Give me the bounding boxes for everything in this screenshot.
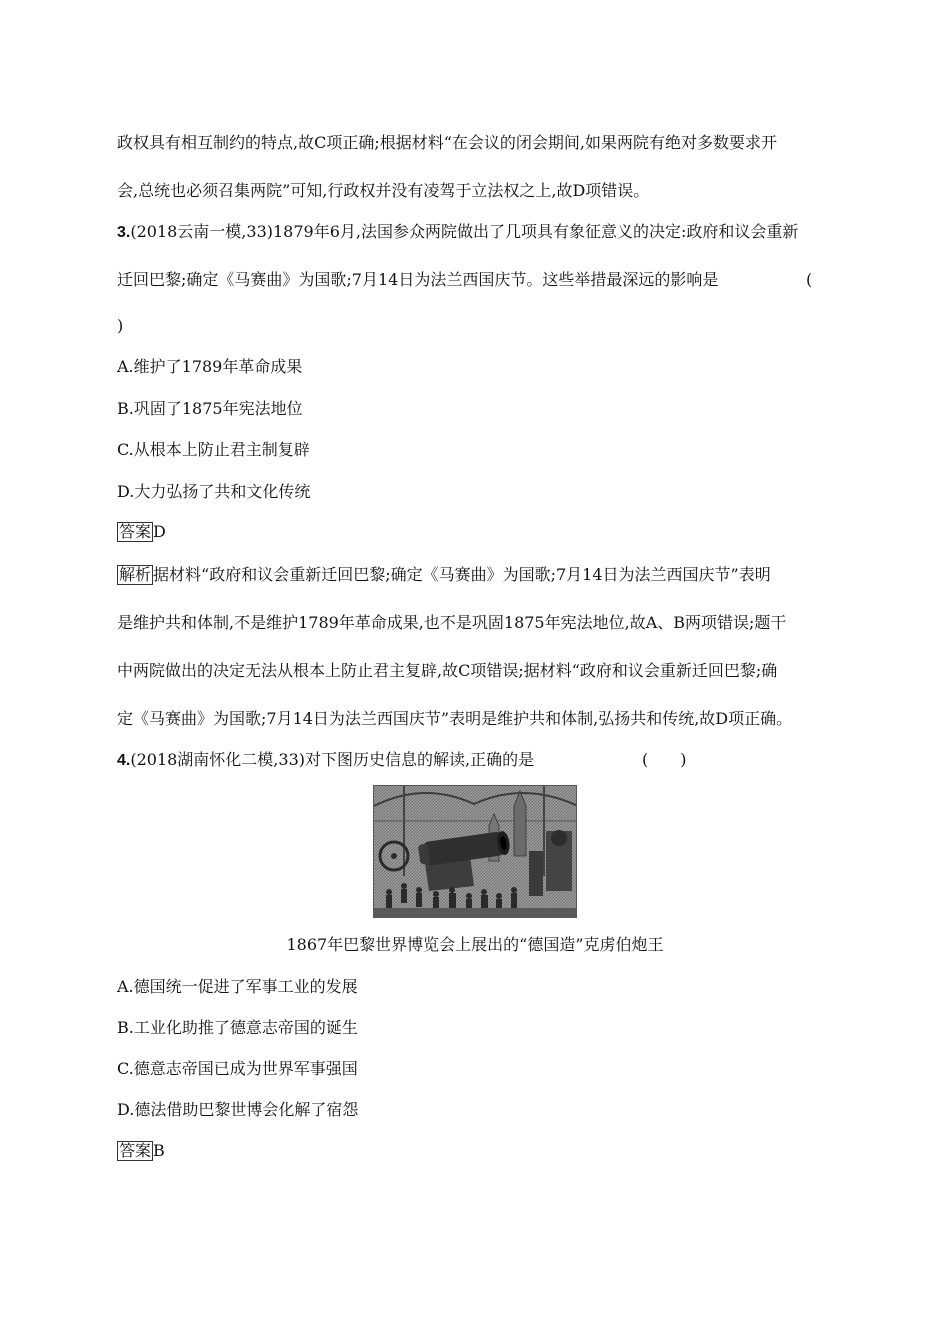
q4-answer-value: B: [153, 1141, 165, 1160]
figure-caption: 1867年巴黎世界博览会上展出的“德国造”克虏伯炮王: [286, 935, 664, 954]
q4-number: 4.: [117, 752, 131, 769]
prev-explanation-line-2: 会,总统也必须召集两院”可知,行政权并没有凌驾于立法权之上,故D项错误。: [117, 181, 650, 200]
q4-answer-row: [117, 1141, 165, 1161]
q4-answer-paren: ( ): [642, 750, 687, 769]
q3-analysis-text-1: 据材料“政府和议会重新迁回巴黎;确定《马赛曲》为国歌;7月14日为法兰西国庆节”表明: [153, 565, 771, 584]
q3-option-d: D.大力弘扬了共和文化传统: [117, 482, 311, 501]
engraving-illustration: [374, 786, 577, 918]
q4-stem-text: (2018湖南怀化二模,33)对下图历史信息的解读,正确的是: [130, 750, 535, 769]
q3-answer-paren-close: ): [117, 316, 124, 335]
q3-stem-line-2: 迁回巴黎;确定《马赛曲》为国歌;7月14日为法兰西国庆节。这些举措最深远的影响是: [117, 270, 719, 289]
q3-analysis-line-2: 是维护共和体制,不是维护1789年革命成果,也不是巩固1875年宪法地位,故A、B两项错误;题干: [117, 613, 787, 632]
answer-label-badge: 答案: [119, 1141, 152, 1160]
q3-option-c: C.从根本上防止君主制复辟: [117, 440, 310, 459]
q3-analysis-line-3: 中两院做出的决定无法从根本上防止君主复辟,故C项错误;据材料“政府和议会重新迁回巴黎;确: [117, 661, 778, 680]
prev-explanation-line-1: 政权具有相互制约的特点,故C项正确;根据材料“在会议的闭会期间,如果两院有绝对多数要求开: [117, 133, 777, 152]
q4-option-c: C.德意志帝国已成为世界军事强国: [117, 1059, 358, 1078]
q4-stem: [117, 750, 534, 771]
q3-answer-paren-open: (: [806, 270, 813, 289]
q3-analysis-line-1: [117, 565, 771, 585]
q3-option-b: B.巩固了1875年宪法地位: [117, 399, 303, 418]
q3-answer-row: [117, 522, 166, 542]
q3-option-a: A.维护了1789年革命成果: [117, 357, 303, 376]
q4-option-a: A.德国统一促进了军事工业的发展: [117, 977, 358, 996]
analysis-label-badge: 解析: [119, 565, 152, 584]
q3-number: 3.: [117, 224, 131, 241]
q4-option-b: B.工业化助推了德意志帝国的诞生: [117, 1018, 358, 1037]
q3-stem-line-1: [117, 222, 833, 243]
q3-analysis-line-4: 定《马赛曲》为国歌;7月14日为法兰西国庆节”表明是维护共和体制,弘扬共和传统,故D项正确。: [117, 709, 793, 728]
answer-label-badge: 答案: [119, 522, 152, 541]
krupp-cannon-engraving: [373, 785, 577, 918]
q4-option-d: D.德法借助巴黎世博会化解了宿怨: [117, 1100, 359, 1119]
q3-stem-text-1: (2018云南一模,33)1879年6月,法国参众两院做出了几项具有象征意义的决定:政府和议会重新: [130, 222, 799, 241]
q3-answer-value: D: [153, 522, 166, 541]
